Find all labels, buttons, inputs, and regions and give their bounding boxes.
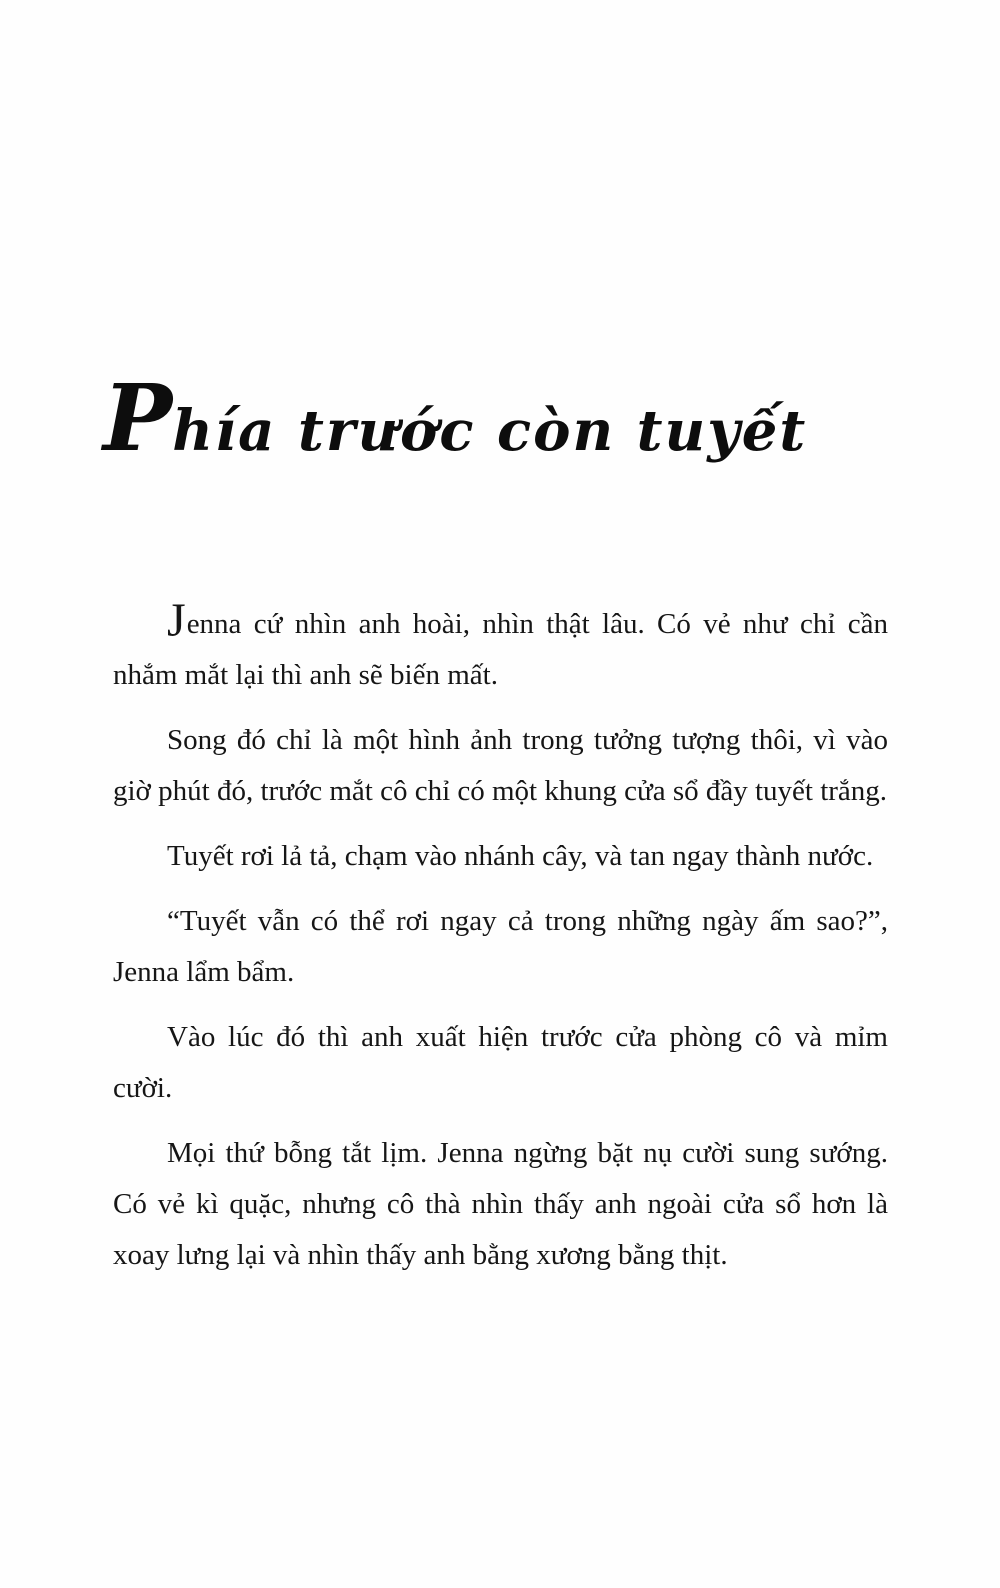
paragraph-2: Song đó chỉ là một hình ảnh trong tưởng tượng thôi, vì vào giờ phút đó, trước mắt cô chỉ có một khung cửa sổ đầy tuyết trắng.: [113, 724, 888, 807]
paragraph-4: “Tuyết vẫn có thể rơi ngay cả trong những ngày ấm sao?”, Jenna lẩm bẩm.: [113, 905, 888, 988]
page-content: [103, 0, 888, 1295]
paragraph-5: Vào lúc đó thì anh xuất hiện trước cửa phòng cô và mỉm cười.: [113, 1021, 888, 1104]
paragraph-6: Mọi thứ bỗng tắt lịm. Jenna ngừng bặt nụ cười sung sướng. Có vẻ kì quặc, nhưng cô thà nhìn thấy anh ngoài cửa sổ hơn là xoay lưng lại và nhìn thấy anh bằng xương bằng thịt.: [113, 1137, 888, 1271]
chapter-body: [113, 594, 888, 1281]
paragraph-3: Tuyết rơi lả tả, chạm vào nhánh cây, và tan ngay thành nước.: [167, 840, 874, 872]
paragraph-1-text: enna cứ nhìn anh hoài, nhìn thật lâu. Có vẻ như chỉ cần nhắm mắt lại thì anh sẽ biến mất.: [113, 608, 888, 691]
chapter-title: Phía trước còn tuyết: [103, 364, 808, 472]
paragraph-1: [113, 594, 888, 701]
initial-letter: J: [167, 594, 187, 647]
